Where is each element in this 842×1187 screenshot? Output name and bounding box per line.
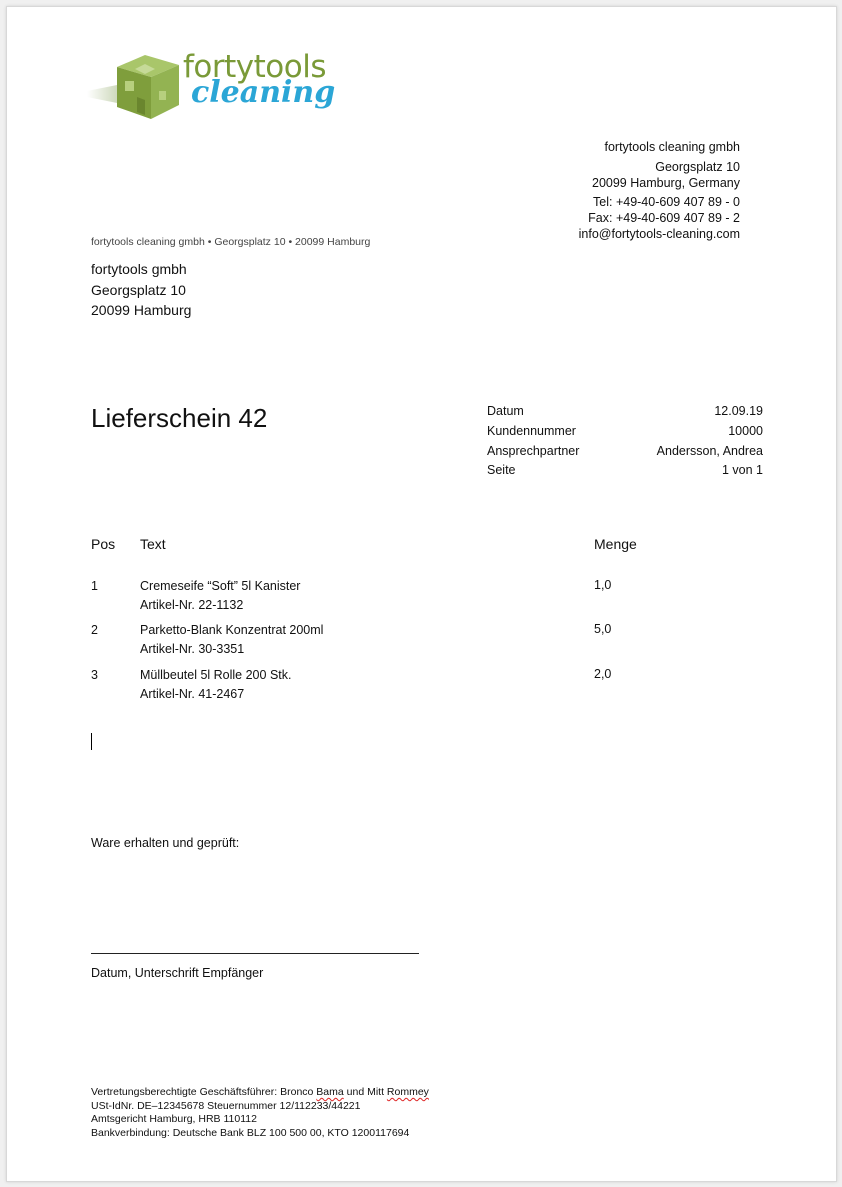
logo-wordmark-fortytools: fortytools xyxy=(183,49,326,85)
text-cursor[interactable] xyxy=(91,733,92,750)
info-label: Ansprechpartner xyxy=(487,443,580,458)
info-label: Datum xyxy=(487,404,524,418)
signature-label: Datum, Unterschrift Empfänger xyxy=(91,966,264,980)
sender-fax: Fax: +49-40-609 407 89 - 2 xyxy=(588,211,740,225)
item-text xyxy=(140,621,323,659)
footer-court-registry: Amtsgericht Hamburg, HRB 110112 xyxy=(91,1113,257,1126)
item-quantity: 5,0 xyxy=(594,622,612,636)
item-pos: 3 xyxy=(91,668,98,682)
sender-city: 20099 Hamburg, Germany xyxy=(592,176,740,190)
return-address-line: fortytools cleaning gmbh • Georgsplatz 10 • 20099 Hamburg xyxy=(91,236,371,248)
item-pos: 1 xyxy=(91,579,98,593)
item-pos: 2 xyxy=(91,623,98,637)
footer-tax-ids: USt-IdNr. DE–12345678 Steuernummer 12/112233/44221 xyxy=(91,1099,361,1112)
info-value: 10000 xyxy=(728,423,763,438)
recipient-address xyxy=(91,259,191,321)
header-pos: Pos xyxy=(91,536,116,552)
info-value: 12.09.19 xyxy=(714,404,763,418)
footer-text: und Mitt xyxy=(343,1086,387,1098)
info-row-customer-number xyxy=(487,423,763,443)
document-title: Lieferschein 42 xyxy=(91,403,268,433)
info-label: Seite xyxy=(487,463,516,478)
footer-name-spellcheck[interactable]: Rommey xyxy=(386,1086,429,1098)
recipient-city: 20099 Hamburg xyxy=(91,302,192,318)
item-name: Müllbeutel 5l Rolle 200 Stk. xyxy=(140,668,292,682)
item-article-number: Artikel-Nr. 41-2467 xyxy=(140,687,245,701)
item-name: Cremeseife “Soft” 5l Kanister xyxy=(140,579,301,593)
sender-name: fortytools cleaning gmbh xyxy=(604,140,740,154)
sender-tel: Tel: +49-40-609 407 89 - 0 xyxy=(593,195,740,209)
item-name: Parketto-Blank Konzentrat 200ml xyxy=(140,623,324,637)
info-value: Andersson, Andrea xyxy=(656,443,763,458)
footer-text: Vertretungsberechtigte Geschäftsführer: Bronco xyxy=(91,1086,317,1098)
item-quantity: 1,0 xyxy=(594,578,612,592)
header-quantity: Menge xyxy=(594,536,637,552)
logo-wordmark-cleaning: cleaning xyxy=(191,75,336,110)
document-info-table xyxy=(487,403,763,482)
document-page[interactable] xyxy=(6,6,837,1182)
header-text: Text xyxy=(140,536,166,552)
sender-street: Georgsplatz 10 xyxy=(655,160,740,174)
info-row-date xyxy=(487,403,763,423)
sender-address xyxy=(579,139,740,242)
recipient-street: Georgsplatz 10 xyxy=(91,281,186,298)
sender-email: info@fortytools-cleaning.com xyxy=(578,227,740,241)
item-text xyxy=(140,666,291,704)
footer-managing-directors xyxy=(91,1086,429,1100)
info-value: 1 von 1 xyxy=(721,463,763,478)
receipt-confirmation-text: Ware erhalten und geprüft: xyxy=(91,836,240,850)
item-text xyxy=(140,577,300,615)
footer-name-spellcheck[interactable]: Bama xyxy=(316,1086,344,1098)
item-quantity: 2,0 xyxy=(594,667,612,681)
item-article-number: Artikel-Nr. 22-1132 xyxy=(140,598,244,612)
info-row-contact xyxy=(487,443,763,463)
info-label: Kundennummer xyxy=(487,423,576,438)
recipient-name: fortytools gmbh xyxy=(91,261,187,277)
signature-line xyxy=(91,953,419,954)
footer-bank-details: Bankverbindung: Deutsche Bank BLZ 100 500 00, KTO 1200117694 xyxy=(91,1126,410,1139)
info-row-page xyxy=(487,462,763,482)
document-footer xyxy=(91,1086,429,1140)
item-article-number: Artikel-Nr. 30-3351 xyxy=(140,642,245,656)
